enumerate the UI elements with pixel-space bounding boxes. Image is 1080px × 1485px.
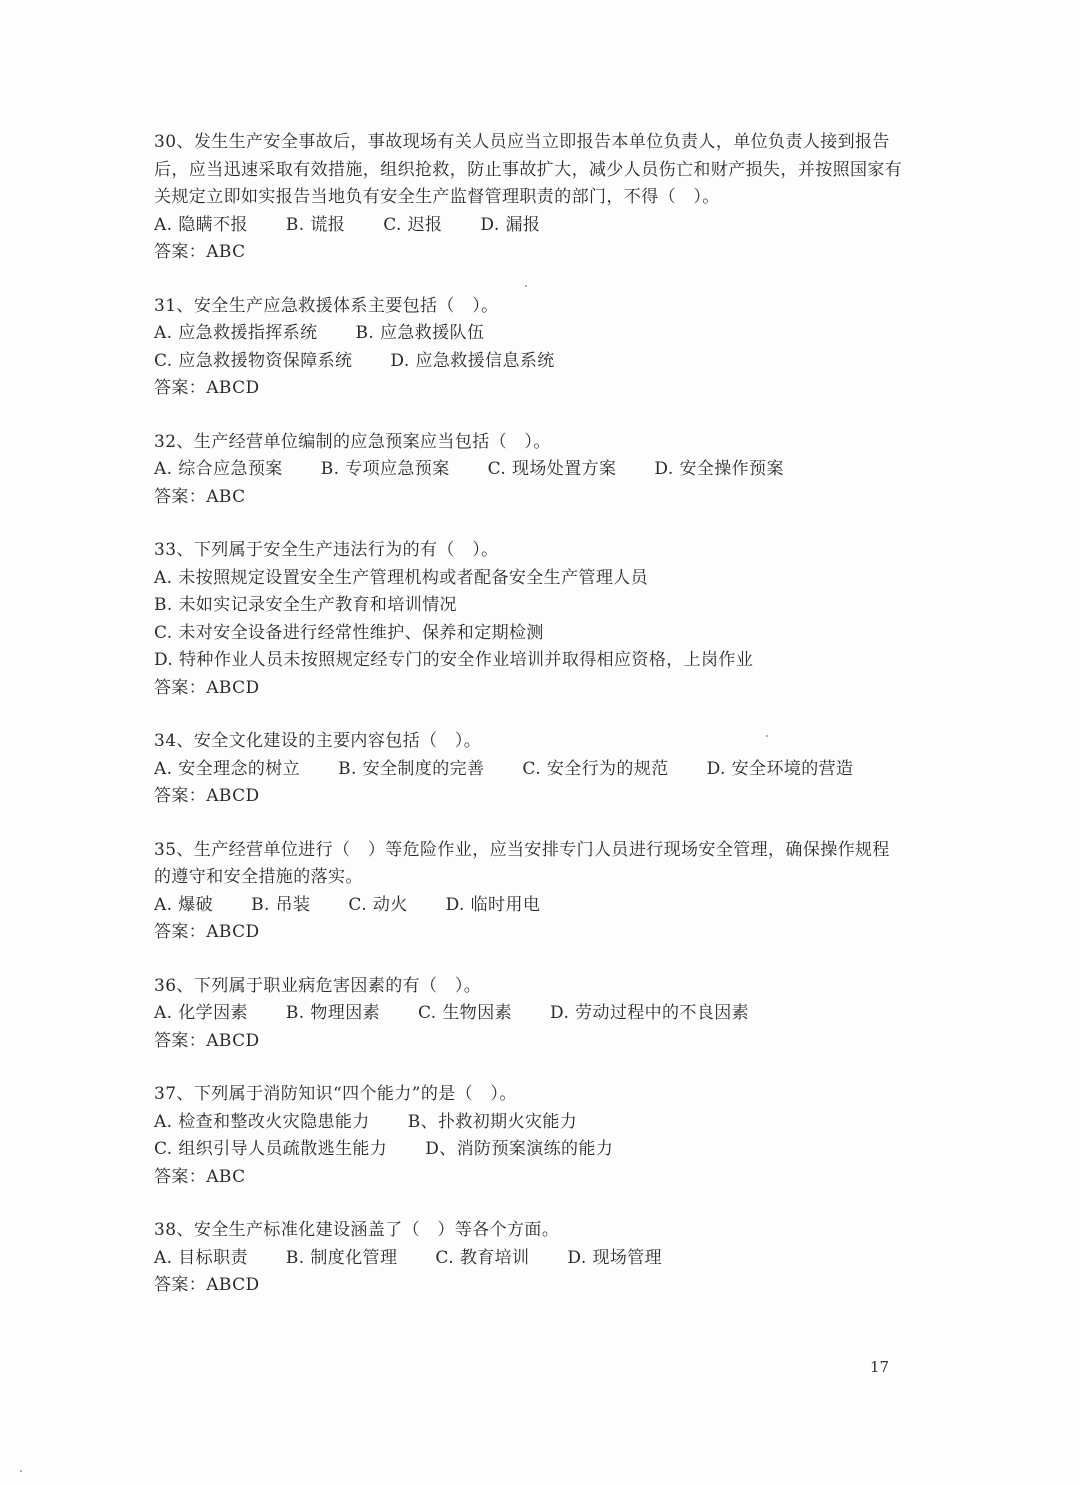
question-36 bbox=[154, 973, 904, 1056]
options-row bbox=[154, 320, 904, 348]
options-row bbox=[154, 756, 904, 784]
question-list bbox=[154, 129, 904, 1326]
answer: 答案：ABC bbox=[154, 1166, 246, 1187]
option-a: A. 化学因素 bbox=[154, 1003, 248, 1023]
scan-speck bbox=[20, 1470, 22, 1472]
question-33 bbox=[154, 537, 904, 702]
answer: 答案：ABCD bbox=[154, 1275, 260, 1295]
option-b: B. 应急救援队伍 bbox=[355, 323, 485, 343]
options-row bbox=[154, 1136, 904, 1164]
option-b: B. 未如实记录安全生产教育和培训情况 bbox=[154, 595, 457, 615]
option-a: A. 应急救援指挥系统 bbox=[154, 323, 318, 343]
answer: 答案：ABCD bbox=[154, 677, 260, 698]
option-a: A. 目标职责 bbox=[154, 1247, 248, 1268]
option-d: D. 应急救援信息系统 bbox=[390, 350, 555, 371]
answer: 答案：ABCD bbox=[154, 922, 260, 942]
option-d: D. 现场管理 bbox=[567, 1247, 663, 1268]
question-text: 33、下列属于安全生产违法行为的有（ ）。 bbox=[154, 540, 499, 560]
option-d: D、消防预案演练的能力 bbox=[425, 1139, 614, 1159]
option-c: C. 未对安全设备进行经常性维护、保养和定期检测 bbox=[154, 622, 544, 643]
option-c: C. 应急救援物资保障系统 bbox=[154, 350, 353, 371]
option-a: A. 未按照规定设置安全生产管理机构或者配备安全生产管理人员 bbox=[154, 567, 649, 588]
option-a: A. 隐瞒不报 bbox=[154, 214, 248, 235]
question-text: 35、生产经营单位进行（ ）等危险作业，应当安排专门人员进行现场安全管理，确保操作规程的遵守和安全措施的落实。 bbox=[154, 839, 890, 887]
options-row bbox=[154, 348, 904, 376]
question-text: 31、安全生产应急救援体系主要包括（ ）。 bbox=[154, 295, 499, 316]
option-c: C. 组织引导人员疏散逃生能力 bbox=[154, 1139, 388, 1159]
option-d: D. 特种作业人员未按照规定经专门的安全作业培训并取得相应资格，上岗作业 bbox=[154, 650, 754, 670]
option-c: C. 生物因素 bbox=[418, 1003, 513, 1023]
question-35 bbox=[154, 837, 904, 947]
option-b: B. 制度化管理 bbox=[285, 1247, 398, 1268]
option-b: B. 吊装 bbox=[251, 894, 311, 915]
question-text: 32、生产经营单位编制的应急预案应当包括（ ）。 bbox=[154, 431, 551, 452]
option-d: D. 安全操作预案 bbox=[654, 459, 784, 479]
option-c: C. 安全行为的规范 bbox=[522, 758, 669, 779]
question-text: 34、安全文化建设的主要内容包括（ ）。 bbox=[154, 731, 482, 751]
options-row bbox=[154, 212, 904, 240]
question-text: 38、安全生产标准化建设涵盖了（ ）等各个方面。 bbox=[154, 1220, 560, 1240]
option-c: C. 迟报 bbox=[383, 214, 443, 235]
answer: 答案：ABCD bbox=[154, 1030, 260, 1051]
question-text: 36、下列属于职业病危害因素的有（ ）。 bbox=[154, 975, 482, 996]
option-b: B. 专项应急预案 bbox=[320, 459, 450, 479]
option-d: D. 漏报 bbox=[480, 214, 541, 235]
option-d: D. 临时用电 bbox=[445, 894, 541, 915]
options-row bbox=[154, 892, 904, 920]
answer: 答案：ABCD bbox=[154, 786, 260, 806]
question-38 bbox=[154, 1217, 904, 1300]
answer: 答案：ABC bbox=[154, 242, 246, 262]
option-b: B. 谎报 bbox=[285, 214, 346, 235]
option-a: A. 安全理念的树立 bbox=[154, 758, 301, 779]
question-32 bbox=[154, 429, 904, 512]
option-a: A. 检查和整改火灾隐患能力 bbox=[154, 1111, 370, 1132]
option-c: C. 教育培训 bbox=[435, 1247, 530, 1268]
answer: 答案：ABC bbox=[154, 486, 246, 507]
option-b: B、扑救初期火灾能力 bbox=[407, 1111, 578, 1132]
option-c: C. 现场处置方案 bbox=[487, 459, 617, 479]
question-text: 37、下列属于消防知识“四个能力”的是（ ）。 bbox=[154, 1084, 517, 1104]
page-number: 17 bbox=[870, 1358, 890, 1376]
option-b: B. 安全制度的完善 bbox=[338, 758, 485, 779]
question-31 bbox=[154, 293, 904, 403]
question-37 bbox=[154, 1081, 904, 1191]
question-30 bbox=[154, 129, 904, 267]
answer: 答案：ABCD bbox=[154, 378, 260, 398]
scan-speck bbox=[766, 735, 768, 737]
options-row bbox=[154, 456, 904, 484]
options-row bbox=[154, 1000, 904, 1028]
options-row bbox=[154, 1109, 904, 1137]
option-b: B. 物理因素 bbox=[285, 1003, 380, 1023]
options-row bbox=[154, 1245, 904, 1273]
question-text: 30、发生生产安全事故后，事故现场有关人员应当立即报告本单位负责人，单位负责人接到报告后，应当迅速采取有效措施，组织抢救，防止事故扩大，减少人员伤亡和财产损失，并按照国家有关规定立即如实报告当地负有安全生产监督管理职责的部门，不得（ ）。 bbox=[154, 132, 903, 207]
option-a: A. 爆破 bbox=[154, 894, 214, 915]
question-34 bbox=[154, 728, 904, 811]
option-a: A. 综合应急预案 bbox=[154, 459, 283, 479]
option-c: C. 动火 bbox=[348, 894, 408, 915]
scan-speck bbox=[525, 285, 527, 287]
option-d: D. 劳动过程中的不良因素 bbox=[550, 1003, 750, 1023]
option-d: D. 安全环境的营造 bbox=[706, 758, 854, 779]
